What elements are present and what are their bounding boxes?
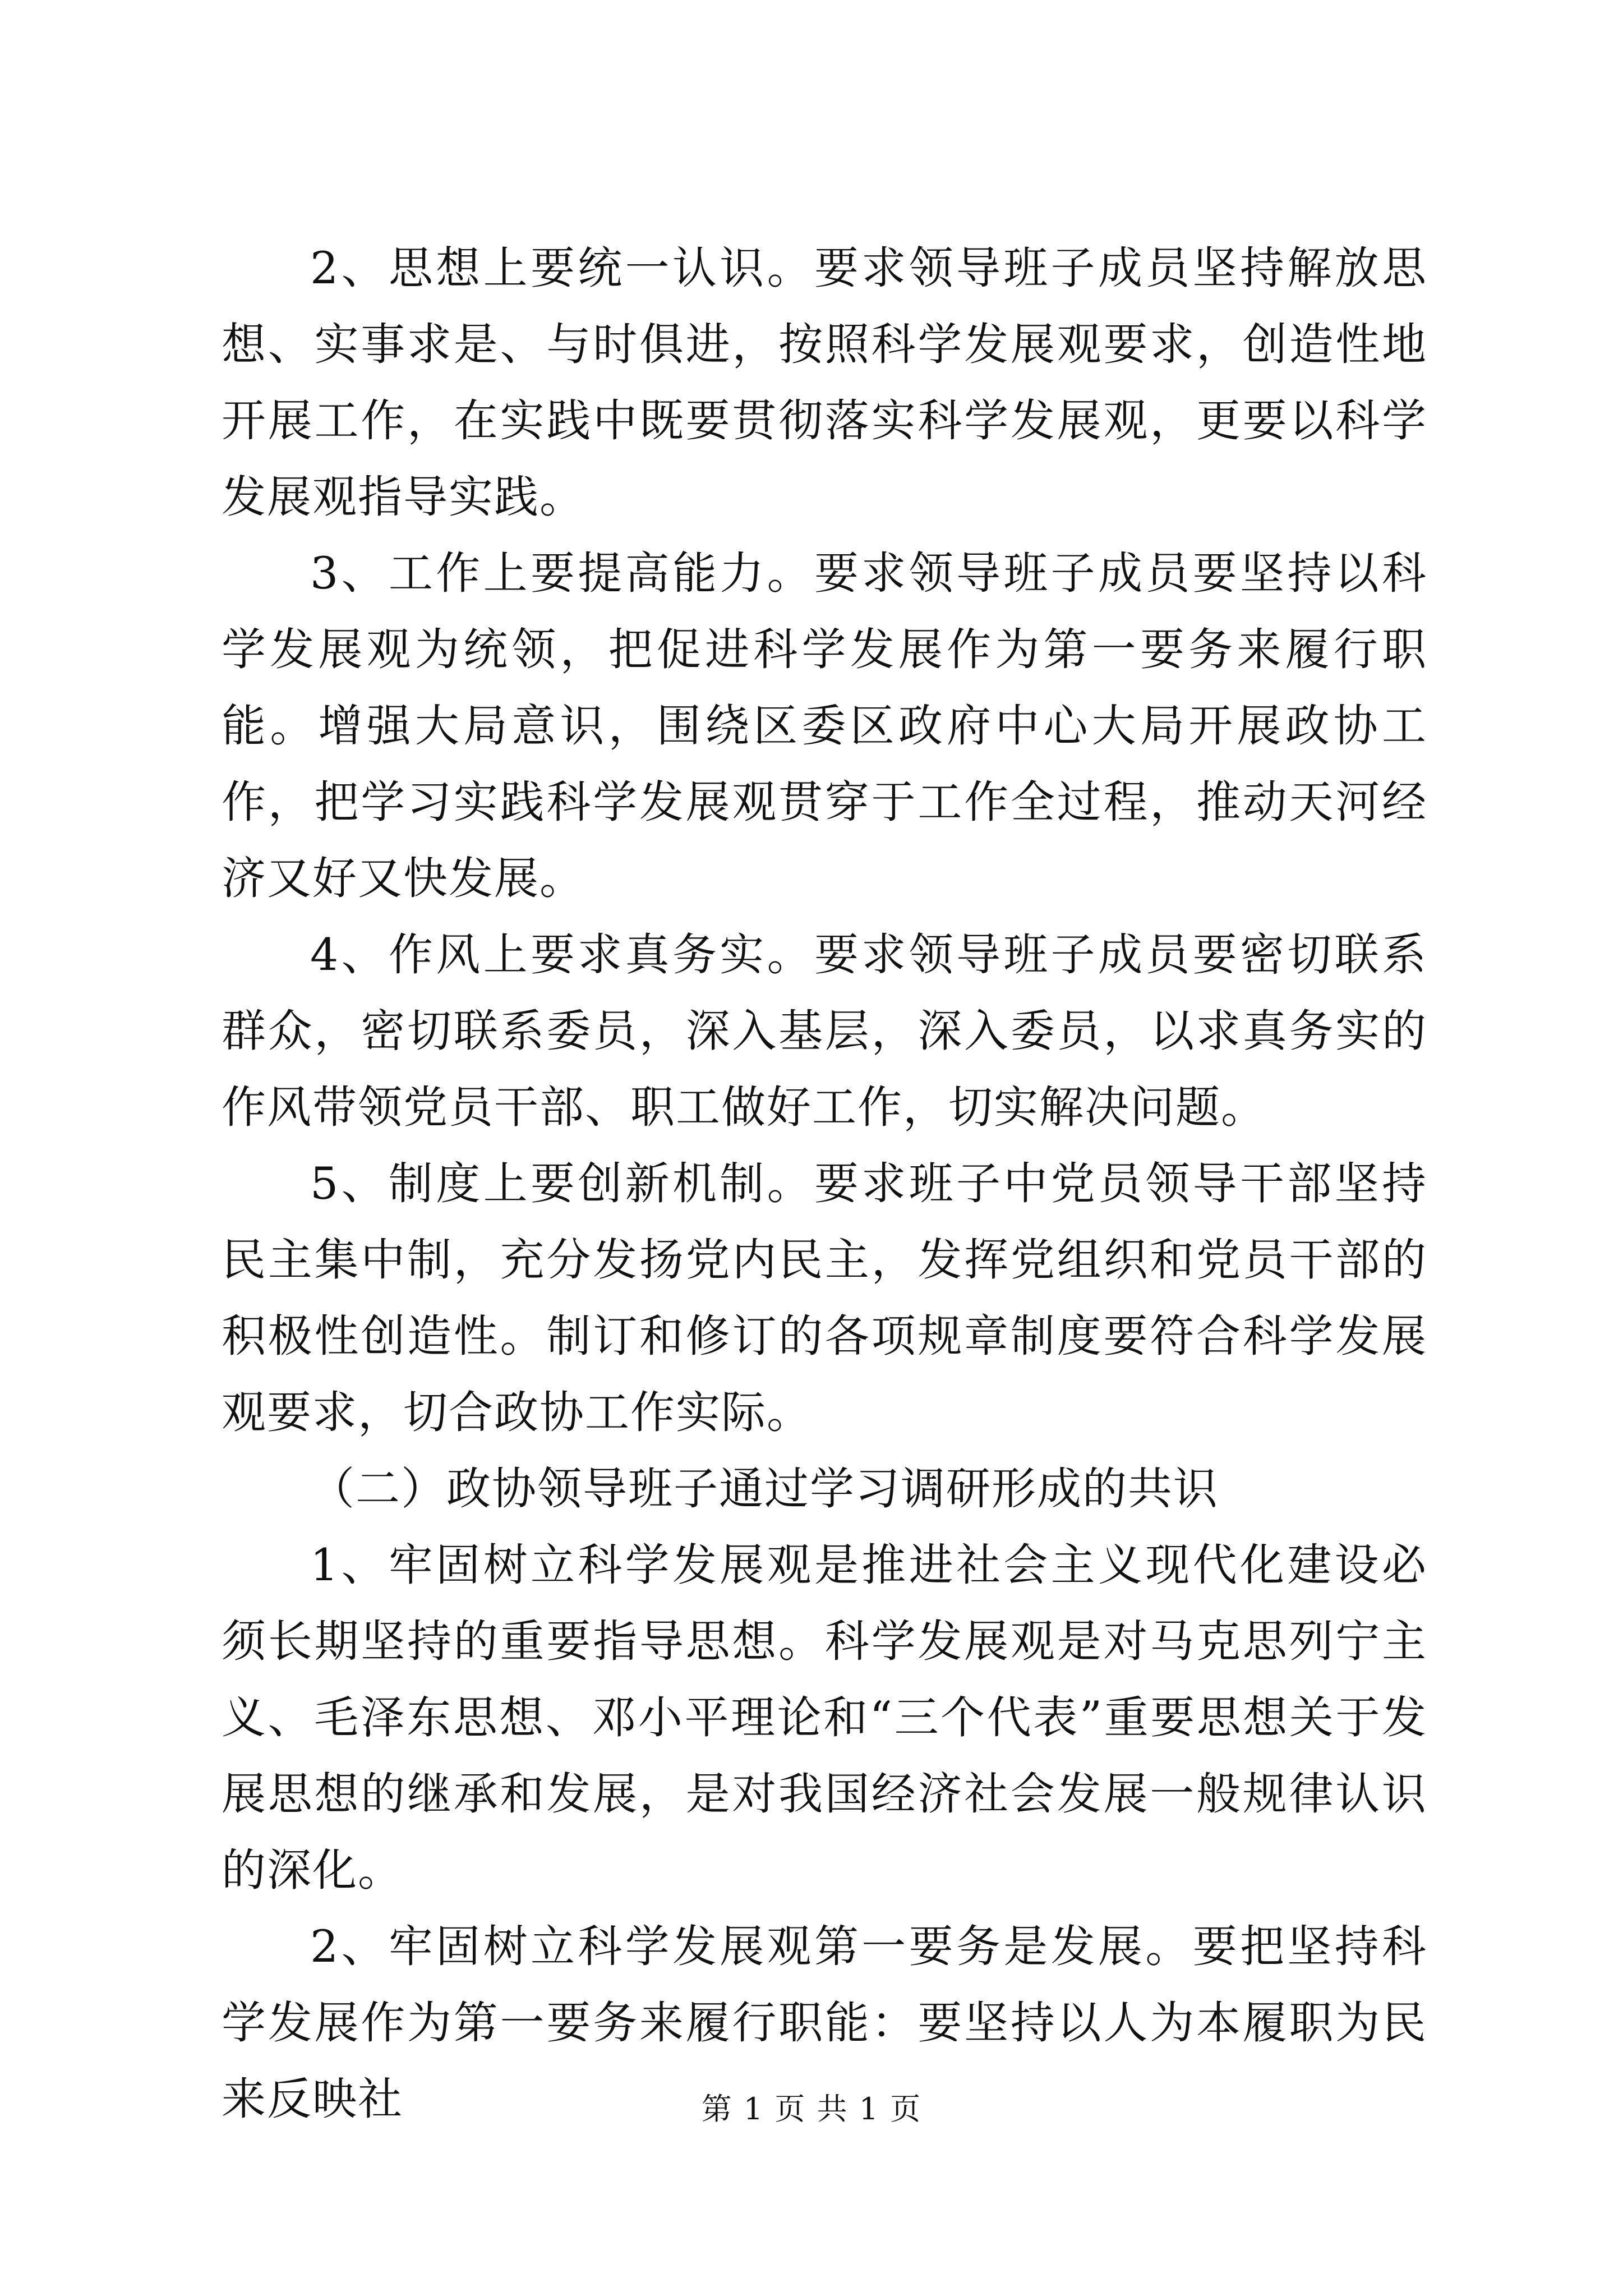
paragraph-work-capability: 3、工作上要提高能力。要求领导班子成员要坚持以科学发展观为统领，把促进科学发展作为第一要务来履行职能。增强大局意识，围绕区委区政府中心大局开展政协工作，把学习实践科学发展观贯穿于工作全过程，推动天河经济又好又快发展。 <box>222 547 1427 904</box>
paragraph-work-style: 4、作风上要求真务实。要求领导班子成员要密切联系群众，密切联系委员，深入基层，深入委员，以求真务实的作风带领党员干部、职工做好工作，切实解决问题。 <box>222 929 1427 1133</box>
paragraph-first-priority: 2、牢固树立科学发展观第一要务是发展。要把坚持科学发展作为第一要务来履行职能：要坚持以人为本履职为民来反映社 <box>222 1921 1427 2125</box>
paragraph-guiding-thought: 1、牢固树立科学发展观是推进社会主义现代化建设必须长期坚持的重要指导思想。科学发展观是对马克思列宁主义、毛泽东思想、邓小平理论和“三个代表”重要思想关于发展思想的继承和发展，是对我国经济社会发展一般规律认识的深化。 <box>222 1539 1427 1896</box>
page-footer: 第 1 页 共 1 页 <box>701 2091 922 2127</box>
section-heading-consensus: （二）政协领导班子通过学习调研形成的共识 <box>310 1463 1219 1515</box>
document-body <box>222 230 1427 2137</box>
paragraph-ideology: 2、思想上要统一认识。要求领导班子成员坚持解放思想、实事求是、与时俱进，按照科学发展观要求，创造性地开展工作，在实践中既要贯彻落实科学发展观，更要以科学发展观指导实践。 <box>222 242 1427 523</box>
paragraph-institution: 5、制度上要创新机制。要求班子中党员领导干部坚持民主集中制，充分发扬党内民主，发挥党组织和党员干部的积极性创造性。制订和修订的各项规章制度要符合科学发展观要求，切合政协工作实际。 <box>222 1158 1427 1438</box>
